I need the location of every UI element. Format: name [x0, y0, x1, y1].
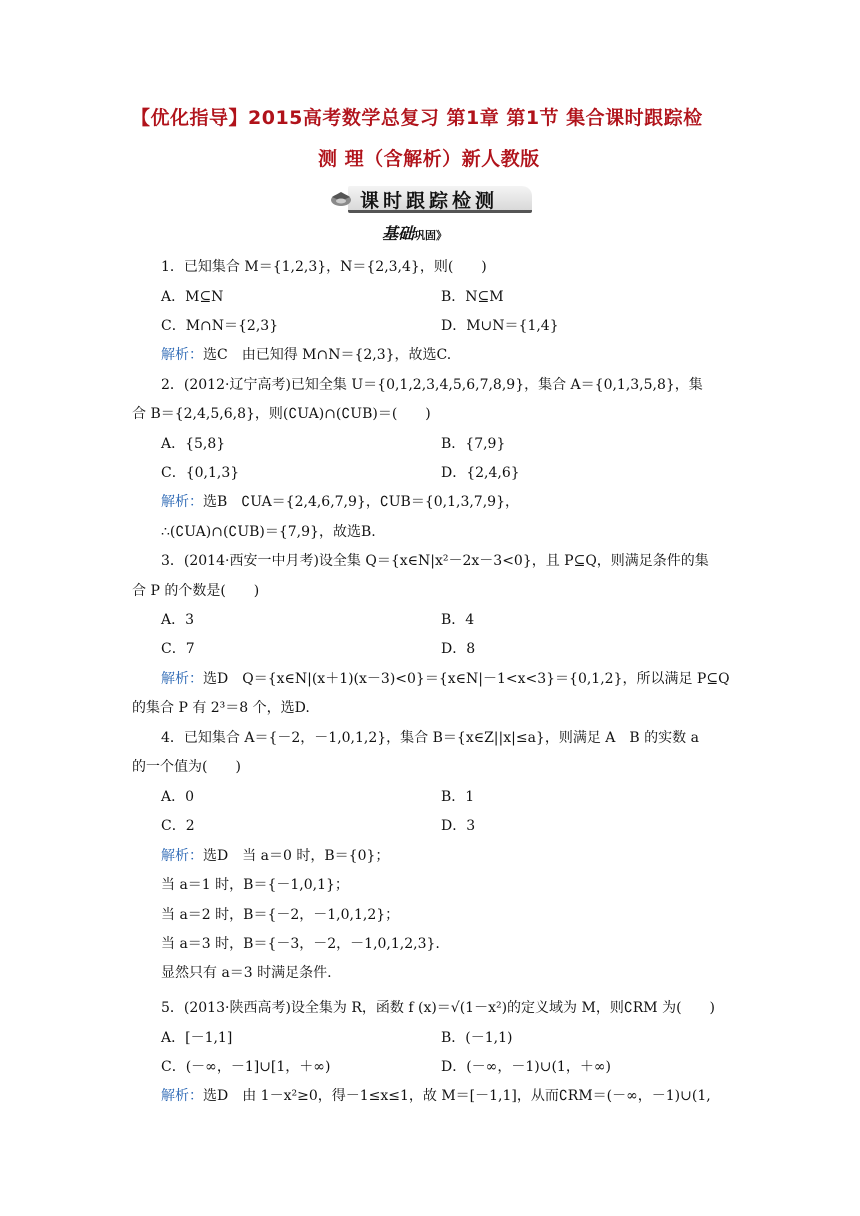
question-1-option-c: C．M∩N＝{2,3}	[161, 318, 279, 334]
document-title-line-1: 【优化指导】2015高考数学总复习 第1章 第1节 集合课时跟踪检	[131, 107, 703, 129]
section-heading-small: 巩固》	[414, 229, 448, 242]
question-4-option-a: A．0	[161, 789, 195, 805]
analysis-label: 解析：	[161, 494, 203, 510]
question-4-option-c: C．2	[161, 818, 195, 834]
question-4-stem-line-2: 的一个值为( )	[132, 759, 241, 775]
analysis-text: 选D 由 1－x²≥0，得－1≤x≤1，故 M＝[－1,1]，从而∁RM＝(－∞，－1)∪(1,	[203, 1088, 711, 1104]
question-5-option-b: B．(－1,1)	[441, 1030, 513, 1046]
analysis-text: 选D Q＝{x∈N|(x＋1)(x－3)<0}＝{x∈N|－1<x<3}＝{0,1,2}，所以满足 P⊆Q	[203, 671, 730, 687]
question-3-option-a: A．3	[161, 612, 195, 628]
analysis-label: 解析：	[161, 1088, 203, 1104]
question-5-option-d: D．(－∞，－1)∪(1，＋∞)	[441, 1059, 611, 1075]
question-5-analysis	[161, 1085, 711, 1105]
analysis-text: 选C 由已知得 M∩N＝{2,3}，故选C.	[203, 347, 452, 363]
analysis-text: 选B ∁UA＝{2,4,6,7,9}，∁UB＝{0,1,3,7,9}，	[203, 494, 519, 510]
banner	[330, 185, 532, 211]
section-heading-big: 基础	[382, 224, 415, 243]
question-4-analysis	[161, 845, 389, 865]
question-3-option-b: B．4	[441, 612, 475, 628]
question-2-option-a: A．{5,8}	[161, 436, 226, 452]
question-4-analysis-line-4: 当 a＝3 时，B＝{－3，－2，－1,0,1,2,3}.	[161, 936, 440, 952]
question-4-analysis-line-2: 当 a＝1 时，B＝{－1,0,1}；	[161, 877, 349, 893]
question-3-stem-line-1: 3．(2014·西安一中月考)设全集 Q＝{x∈N|x²－2x－3<0}，且 P⊆Q，则满足条件的集	[161, 553, 709, 569]
question-3-analysis	[161, 668, 730, 688]
question-5-option-c: C．(－∞，－1]∪[1，＋∞)	[161, 1059, 331, 1075]
question-3-option-d: D．8	[441, 641, 476, 657]
banner-label: 课时跟踪检测	[360, 190, 499, 212]
question-2-analysis-line-2: ∴(∁UA)∩(∁UB)＝{7,9}，故选B.	[161, 524, 376, 540]
question-4-analysis-line-3: 当 a＝2 时，B＝{－2，－1,0,1,2}；	[161, 907, 400, 923]
question-4-option-d: D．3	[441, 818, 476, 834]
question-3-analysis-line-2: 的集合 P 有 2³＝8 个，选D.	[132, 700, 310, 716]
question-1-option-a: A．M⊆N	[161, 289, 224, 305]
analysis-label: 解析：	[161, 347, 203, 363]
question-3-option-c: C．7	[161, 641, 195, 657]
question-2-option-d: D．{2,4,6}	[441, 465, 520, 481]
question-2-stem-line-1: 2．(2012·辽宁高考)已知全集 U＝{0,1,2,3,4,5,6,7,8,9}，集合 A＝{0,1,3,5,8}，集	[161, 377, 703, 393]
section-heading	[382, 221, 447, 244]
analysis-label: 解析：	[161, 671, 203, 687]
question-2-option-c: C．{0,1,3}	[161, 465, 240, 481]
graduation-cap-icon	[330, 189, 352, 207]
question-4-stem-line-1: 4．已知集合 A＝{－2，－1,0,1,2}，集合 B＝{x∈Z||x|≤a}，则满足 A B 的实数 a	[161, 730, 699, 746]
analysis-text: 选D 当 a＝0 时，B＝{0}；	[203, 848, 390, 864]
question-4-option-b: B．1	[441, 789, 475, 805]
question-1-analysis	[161, 344, 451, 364]
question-2-analysis	[161, 491, 519, 511]
question-5-option-a: A．[－1,1]	[161, 1030, 233, 1046]
question-2-stem-line-2: 合 B＝{2,4,5,6,8}，则(∁UA)∩(∁UB)＝( )	[132, 406, 431, 422]
analysis-label: 解析：	[161, 848, 203, 864]
question-2-option-b: B．{7,9}	[441, 436, 506, 452]
question-1-option-b: B．N⊆M	[441, 289, 504, 305]
question-5-stem: 5．(2013·陕西高考)设全集为 R，函数 f (x)＝√(1－x²)的定义域为 M，则∁RM 为( )	[161, 1000, 716, 1016]
question-1-option-d: D．M∪N＝{1,4}	[441, 318, 559, 334]
question-3-stem-line-2: 合 P 的个数是( )	[132, 583, 260, 599]
document-title-line-2: 测 理（含解析）新人教版	[318, 148, 540, 170]
question-4-analysis-line-5: 显然只有 a＝3 时满足条件.	[161, 965, 332, 981]
question-1-stem: 1．已知集合 M＝{1,2,3}，N＝{2,3,4}，则( )	[161, 259, 487, 275]
